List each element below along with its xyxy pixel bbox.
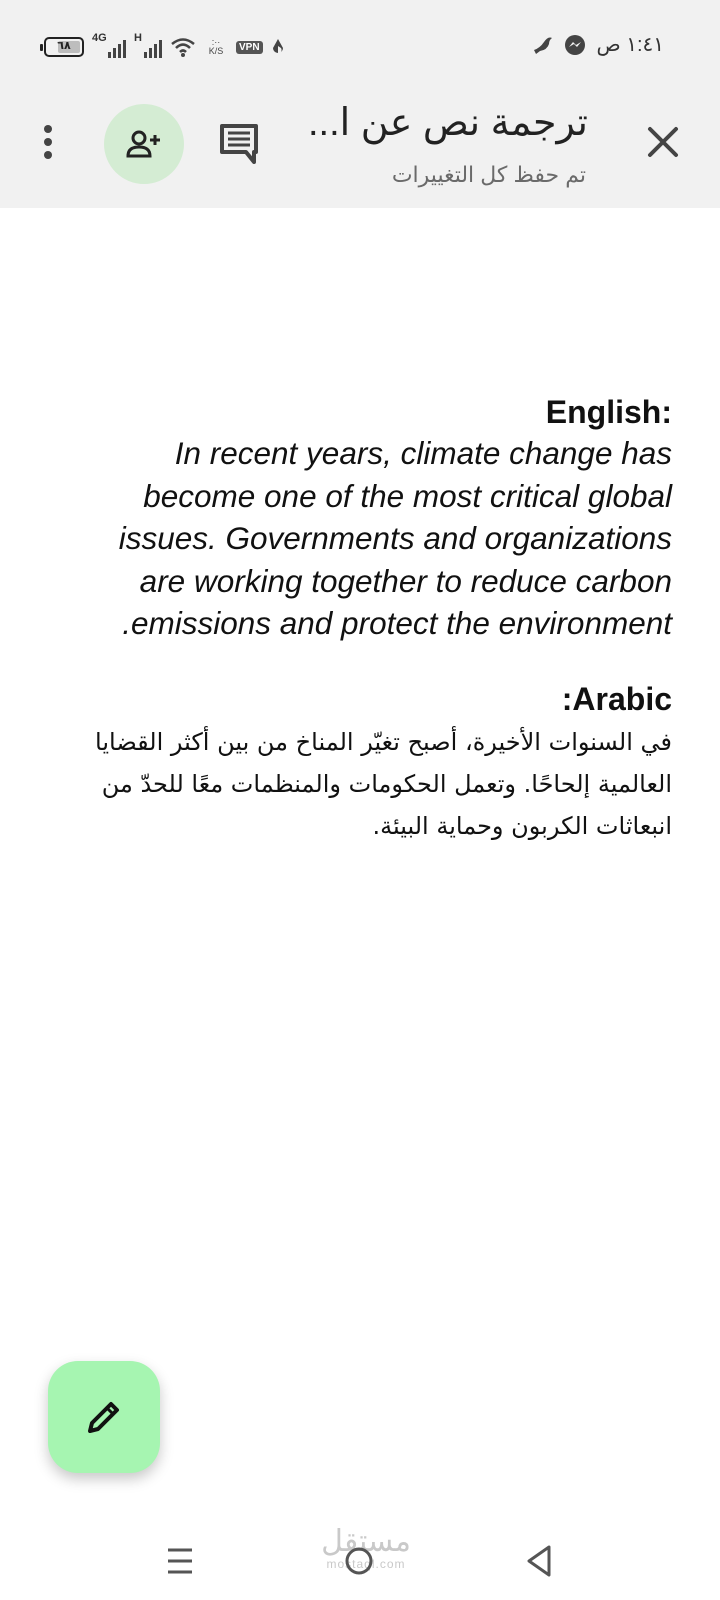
messenger-icon [564,34,586,56]
back-icon[interactable] [524,1544,554,1578]
vpn-icon: VPN [236,41,263,54]
save-status: تم حفظ كل التغييرات [391,162,586,187]
comment-icon [218,122,260,164]
home-icon[interactable] [344,1546,374,1576]
network-type-label: H [134,32,142,44]
status-left-icons [44,34,285,60]
wifi-icon [170,36,196,58]
watermark-arabic: مستقل [321,1524,411,1559]
menu-icon[interactable] [166,1546,194,1576]
pencil-icon [84,1397,124,1437]
network-type-label: 4G [92,32,107,44]
edit-button[interactable] [48,1361,160,1473]
more-vert-icon [42,124,54,160]
document-title: ترجمة نص عن ا... [307,102,588,144]
bird-icon [532,34,554,56]
signal-icon [134,32,162,58]
english-paragraph: In recent years, climate change has become one of the most critical global issues. Governments and organizations are working together to reduce carbon emissions and protect the environment. [118,435,672,641]
net-speed-value: :·· [211,37,221,47]
arabic-heading: Arabic: [561,680,672,717]
watermark-url: mostaql.com [326,1557,406,1571]
battery-icon [44,37,84,57]
comments-button[interactable] [214,118,264,168]
arabic-paragraph: في السنوات الأخيرة، أصبح تغيّر المناخ من بين أكثر القضايا العالمية إلحاحًا. وتعمل الحكومات والمنظمات معًا للحدّ من انبعاثات الكربون وحماية البيئة. [95,727,672,840]
document-body[interactable] [84,392,672,847]
net-speed-unit: K/S [208,46,224,56]
clock: ١:٤١ ص [596,34,664,56]
more-options-button[interactable] [30,120,66,164]
net-speed [204,38,228,56]
status-right [532,32,664,57]
signal-icon [92,32,126,58]
english-heading: English: [545,394,672,430]
drop-icon [271,38,285,56]
close-button[interactable] [643,122,683,162]
navigation-bar [0,1520,720,1600]
battery-level: ٦٨ [57,40,71,52]
status-bar [0,0,720,92]
add-person-icon [126,129,162,159]
close-icon [647,126,679,158]
share-button[interactable] [104,104,184,184]
app-bar [0,92,720,208]
